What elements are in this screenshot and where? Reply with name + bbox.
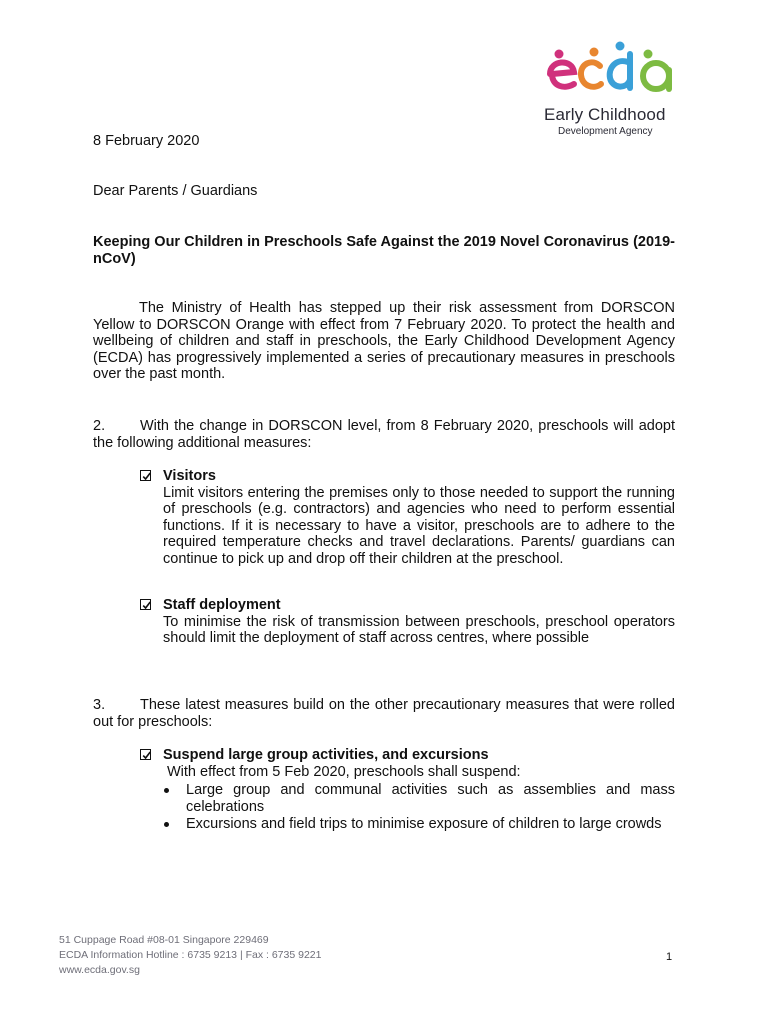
footer bbox=[59, 933, 321, 978]
letter-subject: Keeping Our Children in Preschools Safe Against the 2019 Novel Coronavirus (2019-nCoV) bbox=[93, 234, 675, 267]
bullet-icon bbox=[164, 788, 169, 793]
measure-intro: With effect from 5 Feb 2020, preschools shall suspend: bbox=[167, 763, 521, 780]
list-item-text: Large group and communal activities such as assemblies and mass celebrations bbox=[186, 782, 675, 815]
measure-heading: Suspend large group activities, and excursions bbox=[163, 747, 489, 763]
measure-body: Limit visitors entering the premises only to those needed to support the running of preschools (e.g. contractors) and agencies who need to perform essential functions. If it is necessary to have a visitor, preschools are to adhere to the required temperature checks and travel declarations. Parents/ guardians can continue to pick up and drop off their children at the preschool. bbox=[163, 484, 675, 567]
measure-heading: Staff deployment bbox=[163, 597, 281, 613]
ecda-logo bbox=[540, 40, 680, 140]
measure-heading: Visitors bbox=[163, 468, 216, 484]
paragraph-text: These latest measures build on the other precautionary measures that were rolled out for preschools: bbox=[93, 697, 675, 730]
list-item bbox=[186, 782, 675, 815]
checkbox-checked-icon bbox=[140, 470, 151, 481]
footer-address: 51 Cuppage Road #08-01 Singapore 229469 bbox=[59, 934, 269, 946]
letter-date: 8 February 2020 bbox=[93, 133, 200, 149]
ecda-logo-mark bbox=[540, 40, 680, 102]
logo-title: Early Childhood bbox=[544, 105, 666, 124]
list-item-text: Excursions and field trips to minimise exposure of children to large crowds bbox=[186, 816, 662, 832]
salutation: Dear Parents / Guardians bbox=[93, 183, 258, 199]
paragraph-2 bbox=[93, 418, 675, 451]
list-item bbox=[186, 816, 675, 833]
footer-hotline: ECDA Information Hotline : 6735 9213 | Fax : 6735 9221 bbox=[59, 949, 322, 961]
bullet-icon bbox=[164, 822, 169, 827]
paragraph-1: The Ministry of Health has stepped up their risk assessment from DORSCON Yellow to DORSCON Orange with effect from 7 February 2020. To protect the health and wellbeing of children and staff in preschools, the Early Childhood Development Agency (ECDA) has progressively implemented a series of precautionary measures in preschools over the past month. bbox=[93, 300, 675, 383]
checkbox-checked-icon bbox=[140, 599, 151, 610]
measure-body: To minimise the risk of transmission between preschools, preschool operators should limit the deployment of staff across centres, where possible bbox=[163, 613, 675, 647]
footer-website: www.ecda.gov.sg bbox=[59, 964, 140, 976]
paragraph-number: 2. bbox=[93, 418, 106, 434]
paragraph-text: With the change in DORSCON level, from 8 February 2020, preschools will adopt the following additional measures: bbox=[93, 418, 675, 451]
checkbox-checked-icon bbox=[140, 749, 151, 760]
paragraph-3 bbox=[93, 697, 675, 730]
logo-subtitle: Development Agency bbox=[558, 126, 653, 137]
paragraph-number: 3. bbox=[93, 697, 106, 713]
page-number: 1 bbox=[666, 951, 673, 963]
